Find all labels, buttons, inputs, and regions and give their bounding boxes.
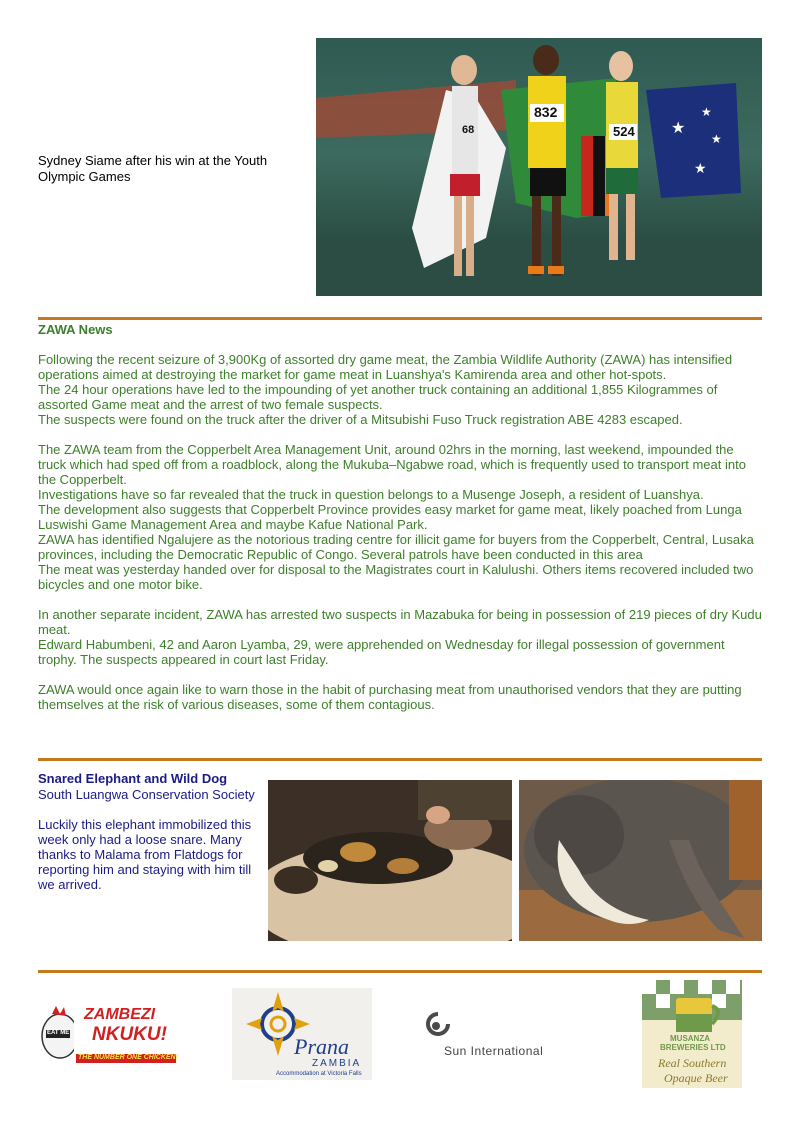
section-divider bbox=[38, 970, 762, 973]
zambezi-line2: NKUKU! bbox=[92, 1024, 167, 1045]
zambezi-badge: EAT ME bbox=[47, 1030, 70, 1036]
prana-name: Prana bbox=[294, 1034, 349, 1059]
news-line: Investigations have so far revealed that the truck in question belongs to a Musenge Joseph, a resident of Luanshya. bbox=[38, 487, 704, 502]
musanza-breweries: BREWERIES LTD bbox=[660, 1043, 726, 1052]
zambezi-tagline: THE NUMBER ONE CHICKEN! bbox=[78, 1054, 178, 1061]
news-line: Edward Habumbeni, 42 and Aaron Lyamba, 29, were apprehended on Wednesday for illegal possession of government trophy. The suspects appeared in court last Friday. bbox=[38, 637, 725, 667]
news-line: Following the recent seizure of 3,900Kg of assorted dry game meat, the Zambia Wildlife Authority (ZAWA) has intensified operations aimed at destroying the market for game meat in Luanshya's Kamirenda area and other hot-spots. bbox=[38, 352, 733, 382]
snare-section bbox=[38, 771, 266, 892]
zawa-news-section bbox=[38, 322, 762, 712]
svg-text:★: ★ bbox=[671, 118, 686, 137]
news-line: ZAWA would once again like to warn those in the habit of purchasing meat from unauthorised vendors that they are putting themselves at the risk of various diseases, some of them contagious. bbox=[38, 682, 742, 712]
news-line: The ZAWA team from the Copperbelt Area Management Unit, around 02hrs in the morning, last weekend, impounded the truck which had sped off from a roadblock, along the Mukuba–Ngabwe road, which is frequently used to transport meat into the Copperbelt. bbox=[38, 442, 746, 487]
bib-number: 68 bbox=[462, 124, 475, 136]
news-line: The development also suggests that Copperbelt Province provides easy market for game meat, likely poached from Lunga Luswishi Game Management Area and maybe Kafue National Park. bbox=[38, 502, 742, 532]
sun-international-name: Sun International bbox=[444, 1044, 544, 1058]
zambezi-line1: ZAMBEZI bbox=[84, 1006, 156, 1023]
wild-dog-photo bbox=[268, 780, 512, 941]
prana-tagline: Accommodation at Victoria Falls bbox=[276, 1071, 362, 1077]
musanza-script-2: Opaque Beer bbox=[664, 1071, 728, 1085]
athletes-photo bbox=[316, 38, 762, 296]
svg-text:★: ★ bbox=[711, 132, 722, 146]
section-divider bbox=[38, 317, 762, 320]
sun-international-logo bbox=[422, 1008, 572, 1060]
musanza-name: MUSANZA bbox=[670, 1034, 710, 1043]
photo-caption: Sydney Siame after his win at the Youth Olympic Games bbox=[38, 153, 268, 184]
svg-text:★: ★ bbox=[694, 161, 707, 177]
svg-text:★: ★ bbox=[701, 105, 712, 119]
section-divider bbox=[38, 758, 762, 761]
musanza-breweries-logo bbox=[642, 980, 742, 1088]
news-line: In another separate incident, ZAWA has arrested two suspects in Mazabuka for being in possession of 219 pieces of dry Kudu meat. bbox=[38, 607, 762, 637]
elephant-photo bbox=[519, 780, 762, 941]
news-line: The 24 hour operations have led to the impounding of yet another truck containing an additional 1,855 Kilogrammes of assorted Game meat and the arrest of two female suspects. bbox=[38, 382, 718, 412]
prana-zambia-logo bbox=[232, 988, 372, 1080]
snare-title: Snared Elephant and Wild Dog bbox=[38, 771, 228, 786]
bib-number: 524 bbox=[613, 124, 635, 139]
snare-body: Luckily this elephant immobilized this week only had a loose snare. Many thanks to Malama from Flatdogs for reporting him and staying with him till we arrived. bbox=[38, 817, 252, 892]
prana-country: ZAMBIA bbox=[312, 1058, 362, 1069]
news-line: ZAWA has identified Ngalujere as the notorious trading centre for illicit game for buyers from the Copperbelt, Central, Lusaka provinces, including the Democratic Republic of Congo. Several patrols have been conducted in this area bbox=[38, 532, 754, 562]
bib-number: 832 bbox=[534, 104, 558, 120]
zambezi-nkuku-logo bbox=[38, 1004, 178, 1066]
news-title: ZAWA News bbox=[38, 322, 113, 337]
musanza-script-1: Real Southern bbox=[658, 1056, 727, 1070]
news-line: The suspects were found on the truck after the driver of a Mitsubishi Fuso Truck registration ABE 4283 escaped. bbox=[38, 412, 683, 427]
news-line: The meat was yesterday handed over for disposal to the Magistrates court in Kalulushi. Others items recovered included two bicycles and one motor bike. bbox=[38, 562, 754, 592]
snare-source: South Luangwa Conservation Society bbox=[38, 787, 255, 802]
